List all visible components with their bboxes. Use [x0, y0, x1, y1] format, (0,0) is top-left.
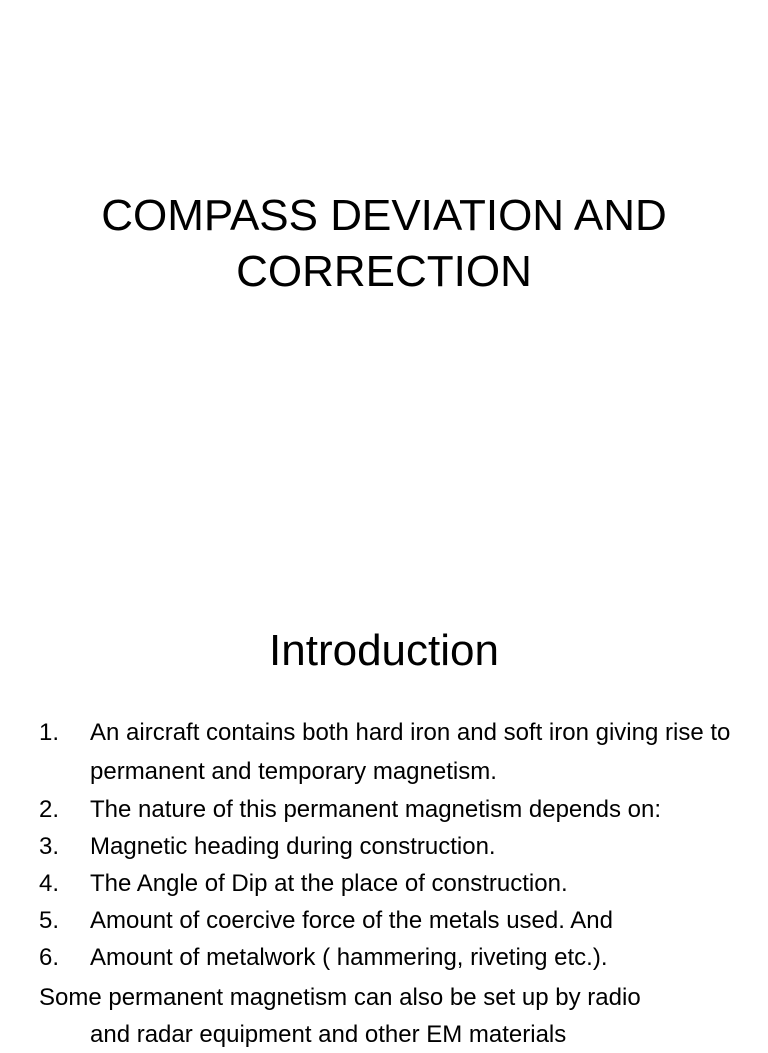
list-item-number: 2. — [39, 796, 60, 823]
list-item-text: Amount of coercive force of the metals used. And — [90, 907, 613, 934]
list-item — [39, 902, 739, 939]
slide-title-line-1: COMPASS DEVIATION AND — [101, 191, 667, 240]
trailing-paragraph-line-2: and radar equipment and other EM materials — [90, 1021, 567, 1048]
list-item-text: The Angle of Dip at the place of construction. — [90, 870, 568, 897]
list-item — [39, 713, 739, 791]
trailing-paragraph — [39, 979, 739, 1053]
list-item-number: 3. — [39, 833, 60, 860]
slide-title-line-2: CORRECTION — [236, 247, 532, 296]
list-item-text: Amount of metalwork ( hammering, riveting etc.). — [90, 944, 608, 971]
trailing-paragraph-line-1: Some permanent magnetism can also be set up by radio — [39, 984, 641, 1011]
list-item-number: 4. — [39, 870, 60, 897]
list-item — [39, 791, 739, 828]
list-item-text: Magnetic heading during construction. — [90, 833, 496, 860]
list-item — [39, 939, 739, 976]
list-item — [39, 865, 739, 902]
list-item-number: 1. — [39, 719, 60, 746]
list-item-number: 5. — [39, 907, 60, 934]
slide-title — [0, 188, 768, 300]
list-item-text: An aircraft contains both hard iron and soft iron giving rise to permanent and temporary magnetism. — [90, 719, 731, 785]
list-item-text: The nature of this permanent magnetism depends on: — [90, 796, 662, 823]
numbered-point-list — [39, 713, 739, 976]
introduction-slide — [0, 576, 768, 1048]
introduction-heading: Introduction — [269, 626, 499, 675]
list-item — [39, 828, 739, 865]
list-item-number: 6. — [39, 944, 60, 971]
